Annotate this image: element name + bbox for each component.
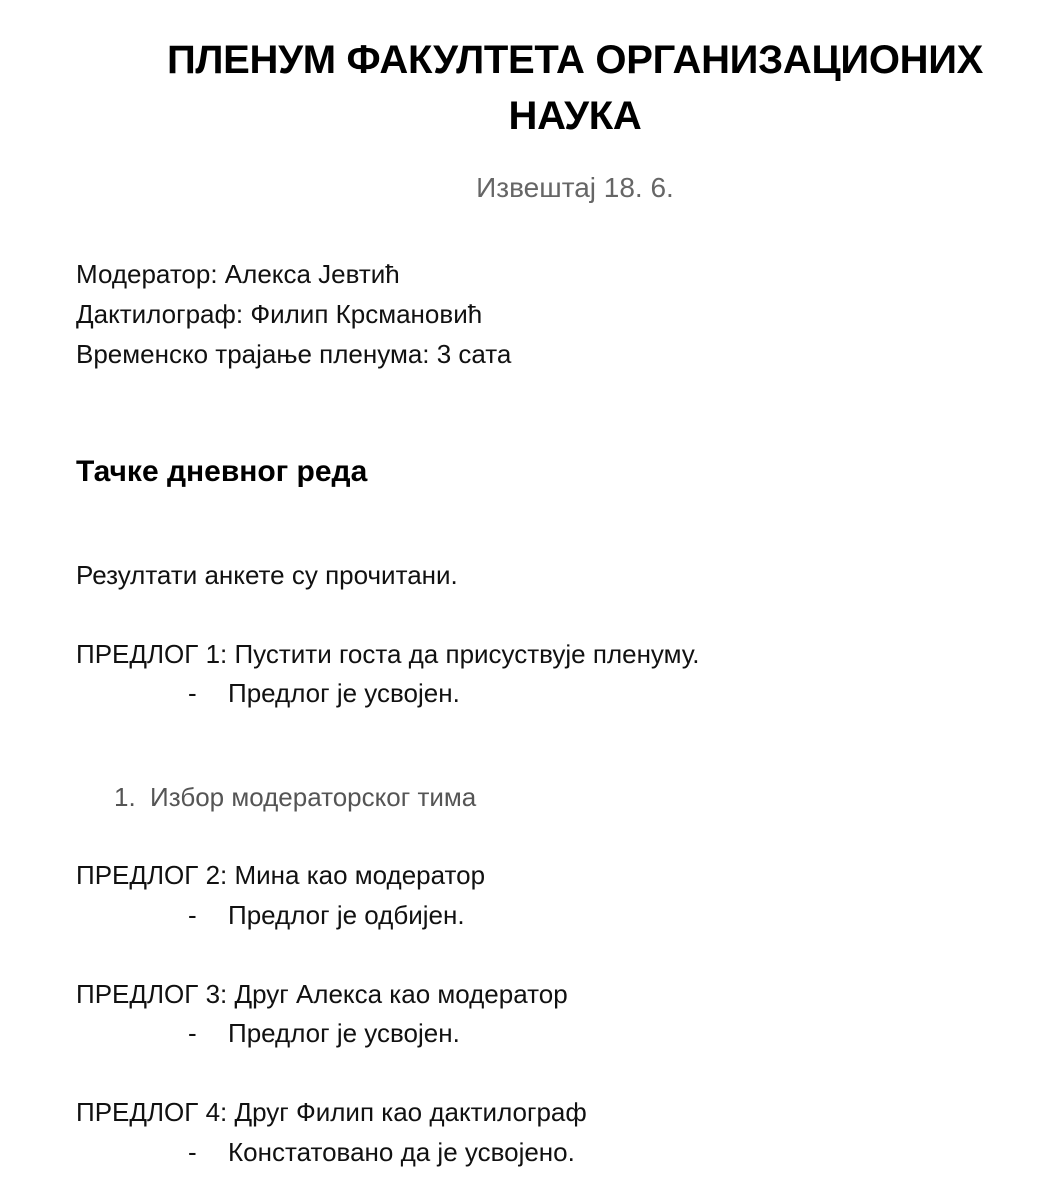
proposal-3-label: ПРЕДЛОГ 3: Друг Алекса као модератор xyxy=(76,979,568,1009)
agenda-heading: Тачке дневног реда xyxy=(76,455,368,488)
proposal-3-result xyxy=(188,1017,460,1049)
proposal-result-text: Констатовано да је усвојено. xyxy=(228,1137,575,1167)
proposal-2-result xyxy=(188,899,465,931)
proposal-result-text: Предлог је одбијен. xyxy=(228,900,465,930)
typist-line: Дактилограф: Филип Крсмановић xyxy=(76,299,483,329)
bullet-dash: - xyxy=(188,678,197,708)
proposal-1-result xyxy=(188,677,460,709)
proposal-result-text: Предлог је усвојен. xyxy=(228,1018,460,1048)
agenda-item-label: Избор модераторског тима xyxy=(150,782,477,812)
duration-line: Временско трајање пленума: 3 сата xyxy=(76,339,512,369)
proposal-2-label: ПРЕДЛОГ 2: Мина као модератор xyxy=(76,860,486,890)
agenda-item-number: 1. xyxy=(114,782,136,812)
document-title xyxy=(100,32,1050,144)
agenda-item-1 xyxy=(114,781,476,813)
proposal-4-result xyxy=(188,1136,575,1168)
bullet-dash: - xyxy=(188,1137,197,1167)
title-line-2: НАУКА xyxy=(508,94,642,138)
report-subtitle: Извештај 18. 6. xyxy=(476,172,674,203)
bullet-dash: - xyxy=(188,1018,197,1048)
title-line-1: ПЛЕНУМ ФАКУЛТЕТА ОРГАНИЗАЦИОНИХ xyxy=(166,38,984,82)
proposal-result-text: Предлог је усвојен. xyxy=(228,678,460,708)
bullet-dash: - xyxy=(188,900,197,930)
survey-note: Резултати анкете су прочитани. xyxy=(76,560,458,590)
moderator-line: Модератор: Алекса Јевтић xyxy=(76,259,400,289)
proposal-4-label: ПРЕДЛОГ 4: Друг Филип као дактилограф xyxy=(76,1097,587,1127)
proposal-1-label: ПРЕДЛОГ 1: Пустити госта да присуствује пленуму. xyxy=(76,639,700,669)
